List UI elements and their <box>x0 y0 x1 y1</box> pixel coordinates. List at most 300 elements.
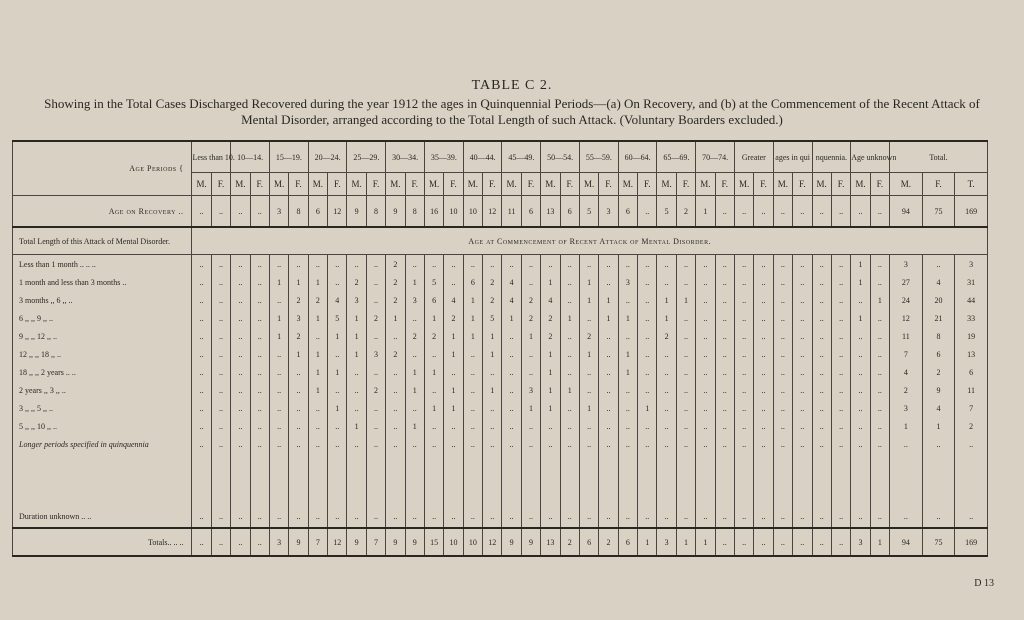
table-cell: .. <box>676 255 695 274</box>
table-cell: .. <box>599 363 618 381</box>
age-on-recovery-row <box>13 196 988 228</box>
table-cell: 1 <box>696 196 715 228</box>
table-cell: 2 <box>366 309 385 327</box>
sex-header: M. <box>386 173 405 196</box>
table-cell: 3 <box>657 528 676 556</box>
table-cell: .. <box>851 399 870 417</box>
table-cell: .. <box>560 327 579 345</box>
spacer-cell <box>638 453 657 505</box>
table-cell: .. <box>715 196 734 228</box>
table-cell: .. <box>424 255 443 274</box>
table-cell: .. <box>831 309 850 327</box>
table-cell: .. <box>870 399 889 417</box>
table-cell: .. <box>444 255 463 274</box>
table-cell: .. <box>870 196 889 228</box>
table-cell: .. <box>347 435 366 453</box>
table-cell: .. <box>366 327 385 345</box>
table-cell: 1 <box>347 309 366 327</box>
table-row <box>13 345 988 363</box>
table-cell: .. <box>250 505 269 528</box>
table-cell: .. <box>386 399 405 417</box>
table-cell: .. <box>793 273 812 291</box>
table-cell: .. <box>366 255 385 274</box>
table-cell: .. <box>347 255 366 274</box>
table-cell: 3 <box>269 196 288 228</box>
table-cell: 6 <box>955 363 988 381</box>
table-cell: 1 <box>676 291 695 309</box>
total-header: Total. <box>890 141 988 173</box>
table-cell: 1 <box>560 381 579 399</box>
table-cell: 2 <box>955 417 988 435</box>
table-cell: .. <box>444 505 463 528</box>
table-cell: 5 <box>657 196 676 228</box>
sex-header: M. <box>541 173 560 196</box>
table-cell: .. <box>955 505 988 528</box>
table-cell: .. <box>579 381 598 399</box>
table-cell: .. <box>328 273 347 291</box>
table-cell: .. <box>502 381 521 399</box>
table-cell: .. <box>483 399 502 417</box>
table-cell: 94 <box>890 528 923 556</box>
table-cell: 1 <box>560 309 579 327</box>
table-cell: 94 <box>890 196 923 228</box>
table-cell: .. <box>521 417 540 435</box>
spacer-cell <box>560 453 579 505</box>
table-cell: .. <box>638 435 657 453</box>
table-row <box>13 291 988 309</box>
row-label: 12 ,, ,, 18 ,, .. <box>13 345 192 363</box>
table-cell: 1 <box>676 528 695 556</box>
table-cell: .. <box>308 255 327 274</box>
table-cell: 1 <box>541 345 560 363</box>
sex-header: M. <box>192 173 211 196</box>
table-cell: .. <box>560 417 579 435</box>
table-cell: .. <box>250 363 269 381</box>
table-cell: .. <box>696 381 715 399</box>
table-cell: 1 <box>308 345 327 363</box>
table-cell: .. <box>618 327 637 345</box>
table-cell: .. <box>657 435 676 453</box>
table-cell: 5 <box>579 196 598 228</box>
table-cell: .. <box>676 345 695 363</box>
table-cell: 9 <box>922 381 955 399</box>
sex-header: M. <box>463 173 482 196</box>
table-cell: .. <box>851 327 870 345</box>
table-cell: .. <box>192 327 211 345</box>
table-cell: .. <box>657 381 676 399</box>
sex-header: F. <box>870 173 889 196</box>
table-cell: .. <box>192 309 211 327</box>
table-cell: 3 <box>405 291 424 309</box>
table-cell: .. <box>192 273 211 291</box>
table-cell: .. <box>289 435 308 453</box>
table-cell: 2 <box>922 363 955 381</box>
table-cell: .. <box>618 291 637 309</box>
table-cell: 1 <box>579 345 598 363</box>
table-cell: 1 <box>269 273 288 291</box>
table-title: TABLE C 2. <box>471 78 553 93</box>
table-cell: 1 <box>579 273 598 291</box>
table-cell: .. <box>638 505 657 528</box>
table-cell: 9 <box>347 528 366 556</box>
table-cell: 1 <box>851 273 870 291</box>
table-cell: 1 <box>502 309 521 327</box>
period-header: 40—44. <box>463 141 502 173</box>
table-cell: .. <box>676 417 695 435</box>
table-cell: 1 <box>347 327 366 345</box>
table-cell: 1 <box>308 381 327 399</box>
table-cell: .. <box>250 528 269 556</box>
table-cell: .. <box>231 309 250 327</box>
table-cell: .. <box>269 363 288 381</box>
table-cell: .. <box>250 399 269 417</box>
table-cell: .. <box>618 381 637 399</box>
table-cell: .. <box>638 345 657 363</box>
table-cell: .. <box>657 417 676 435</box>
table-cell: .. <box>734 255 753 274</box>
table-cell: .. <box>541 417 560 435</box>
table-cell: .. <box>250 255 269 274</box>
table-cell: 12 <box>483 528 502 556</box>
spacer-cell <box>424 453 443 505</box>
period-header: 60—64. <box>618 141 657 173</box>
table-cell: 6 <box>579 528 598 556</box>
table-cell: .. <box>793 417 812 435</box>
table-cell: .. <box>773 273 792 291</box>
table-cell: 1 <box>424 309 443 327</box>
sex-header: F. <box>599 173 618 196</box>
table-cell: .. <box>211 291 230 309</box>
table-cell: .. <box>734 273 753 291</box>
table-row <box>13 327 988 345</box>
table-cell: 1 <box>638 399 657 417</box>
table-cell: .. <box>347 363 366 381</box>
table-cell: .. <box>502 505 521 528</box>
sex-header: M. <box>773 173 792 196</box>
table-cell: .. <box>922 255 955 274</box>
table-cell: .. <box>851 381 870 399</box>
table-cell: .. <box>463 363 482 381</box>
spacer-cell <box>463 453 482 505</box>
table-cell: .. <box>715 363 734 381</box>
table-cell: .. <box>812 309 831 327</box>
table-cell: 4 <box>922 399 955 417</box>
table-cell: .. <box>502 345 521 363</box>
table-cell: 1 <box>463 309 482 327</box>
ages-in-qui-header: ages in qui <box>773 141 812 173</box>
table-cell: 15 <box>424 528 443 556</box>
table-cell: .. <box>754 345 773 363</box>
table-cell: .. <box>754 399 773 417</box>
total-sub-header: T. <box>955 173 988 196</box>
table-cell: 4 <box>444 291 463 309</box>
table-cell: .. <box>405 435 424 453</box>
table-cell: 13 <box>955 345 988 363</box>
table-cell: 1 <box>289 345 308 363</box>
table-cell: .. <box>734 381 753 399</box>
table-cell: .. <box>638 273 657 291</box>
table-cell: .. <box>521 363 540 381</box>
table-cell: .. <box>560 363 579 381</box>
table-cell: 4 <box>502 291 521 309</box>
table-cell: .. <box>734 528 753 556</box>
table-cell: 1 <box>657 291 676 309</box>
table-cell: .. <box>599 273 618 291</box>
table-cell: 2 <box>890 381 923 399</box>
table-row <box>13 381 988 399</box>
table-cell: .. <box>502 417 521 435</box>
sex-header: M. <box>347 173 366 196</box>
table-cell: 3 <box>599 196 618 228</box>
table-cell: .. <box>754 273 773 291</box>
table-cell: 9 <box>386 528 405 556</box>
row-label: 2 years ,, 3 ,, .. <box>13 381 192 399</box>
table-cell: .. <box>851 435 870 453</box>
table-row <box>13 363 988 381</box>
header-periods-row <box>13 141 988 173</box>
period-header: Less than 10. <box>192 141 231 173</box>
table-cell: .. <box>347 381 366 399</box>
table-cell: 1 <box>541 381 560 399</box>
sex-header: M. <box>502 173 521 196</box>
table-cell: .. <box>192 363 211 381</box>
table-cell: .. <box>657 345 676 363</box>
table-cell: .. <box>831 381 850 399</box>
table-cell: .. <box>211 399 230 417</box>
table-cell: 7 <box>308 528 327 556</box>
table-row <box>13 435 988 453</box>
table-cell: .. <box>773 417 792 435</box>
table-cell: .. <box>289 363 308 381</box>
table-cell: 8 <box>289 196 308 228</box>
period-header: 10—14. <box>231 141 270 173</box>
spacer-cell <box>851 453 870 505</box>
total-sub-header: M. <box>890 173 923 196</box>
table-cell: .. <box>579 435 598 453</box>
table-cell: .. <box>618 417 637 435</box>
period-header: 50—54. <box>541 141 580 173</box>
table-cell: .. <box>211 309 230 327</box>
table-cell: .. <box>308 505 327 528</box>
spacer-cell <box>231 453 250 505</box>
row-label: 3 months ,, 6 ,, .. <box>13 291 192 309</box>
spacer-cell <box>599 453 618 505</box>
table-cell: .. <box>734 435 753 453</box>
table-cell: 4 <box>502 273 521 291</box>
table-cell: .. <box>289 381 308 399</box>
table-cell: 2 <box>541 309 560 327</box>
table-cell: .. <box>250 291 269 309</box>
table-cell: 1 <box>851 255 870 274</box>
table-cell: .. <box>793 309 812 327</box>
table-cell: 6 <box>618 528 637 556</box>
table-cell: .. <box>715 399 734 417</box>
table-cell: .. <box>463 435 482 453</box>
table-cell: 1 <box>308 273 327 291</box>
table-cell: 1 <box>541 363 560 381</box>
row-label: Longer periods specified in quinquennia <box>13 435 192 453</box>
table-cell: .. <box>870 255 889 274</box>
table-cell: 9 <box>347 196 366 228</box>
row-label: 6 ,, ,, 9 ,, .. <box>13 309 192 327</box>
table-cell: 12 <box>328 528 347 556</box>
table-cell: 1 <box>463 327 482 345</box>
table-cell: 1 <box>405 363 424 381</box>
table-cell: 13 <box>541 196 560 228</box>
table-row <box>13 309 988 327</box>
table-cell: .. <box>308 327 327 345</box>
table-cell: .. <box>599 435 618 453</box>
table-cell: .. <box>463 417 482 435</box>
table-cell: .. <box>483 255 502 274</box>
totals-label: Totals.. .. .. <box>13 528 192 556</box>
table-cell: .. <box>269 291 288 309</box>
spacer-cell <box>793 453 812 505</box>
table-cell: 10 <box>444 196 463 228</box>
table-cell: .. <box>424 345 443 363</box>
sex-header: F. <box>211 173 230 196</box>
table-cell: .. <box>773 505 792 528</box>
table-cell: .. <box>773 309 792 327</box>
table-cell: .. <box>831 255 850 274</box>
table-cell: 1 <box>444 399 463 417</box>
table-cell: .. <box>773 399 792 417</box>
sex-header: F. <box>560 173 579 196</box>
table-cell: 3 <box>269 528 288 556</box>
table-cell: .. <box>211 273 230 291</box>
table-cell: .. <box>696 255 715 274</box>
table-cell: .. <box>599 327 618 345</box>
table-cell: .. <box>922 505 955 528</box>
table-cell: 1 <box>696 528 715 556</box>
table-cell: 3 <box>347 291 366 309</box>
spacer-cell <box>328 453 347 505</box>
table-cell: .. <box>812 255 831 274</box>
table-cell: .. <box>483 435 502 453</box>
table-cell: .. <box>366 291 385 309</box>
table-cell: 1 <box>483 327 502 345</box>
table-cell: .. <box>676 505 695 528</box>
table-cell: .. <box>638 309 657 327</box>
table-cell: .. <box>870 417 889 435</box>
table-cell: .. <box>715 291 734 309</box>
table-cell: 2 <box>347 273 366 291</box>
table-cell: .. <box>793 435 812 453</box>
spacer-row <box>13 453 988 505</box>
table-cell: .. <box>289 255 308 274</box>
table-cell: .. <box>250 435 269 453</box>
table-cell: 1 <box>386 309 405 327</box>
table-cell: .. <box>211 381 230 399</box>
table-cell: .. <box>870 381 889 399</box>
table-cell: .. <box>231 363 250 381</box>
sex-header: M. <box>657 173 676 196</box>
table-cell: 3 <box>890 255 923 274</box>
table-cell: .. <box>502 327 521 345</box>
table-cell: 2 <box>521 309 540 327</box>
sex-header: F. <box>405 173 424 196</box>
table-cell: .. <box>715 345 734 363</box>
table-cell: .. <box>831 363 850 381</box>
table-cell: .. <box>211 345 230 363</box>
table-cell: .. <box>599 417 618 435</box>
table-cell: .. <box>211 528 230 556</box>
table-cell: .. <box>754 505 773 528</box>
table-cell: .. <box>851 291 870 309</box>
table-cell: .. <box>696 399 715 417</box>
table-cell: .. <box>715 273 734 291</box>
table-cell: .. <box>424 505 443 528</box>
sex-header: M. <box>851 173 870 196</box>
spacer-cell <box>444 453 463 505</box>
table-cell: .. <box>192 528 211 556</box>
table-cell: 9 <box>289 528 308 556</box>
table-cell: .. <box>560 255 579 274</box>
table-cell: 169 <box>955 196 988 228</box>
table-cell: .. <box>521 255 540 274</box>
table-cell: .. <box>851 363 870 381</box>
sex-header: F. <box>793 173 812 196</box>
row-label: 3 ,, ,, 5 ,, .. <box>13 399 192 417</box>
table-cell: .. <box>831 528 850 556</box>
table-cell: 3 <box>890 399 923 417</box>
table-cell: .. <box>754 327 773 345</box>
table-cell: 6 <box>424 291 443 309</box>
spacer-cell <box>696 453 715 505</box>
table-cell: 2 <box>599 528 618 556</box>
spacer-cell <box>521 453 540 505</box>
table-cell: .. <box>734 363 753 381</box>
table-cell: .. <box>773 435 792 453</box>
table-cell: .. <box>231 435 250 453</box>
table-cell: 11 <box>890 327 923 345</box>
table-cell: 10 <box>463 196 482 228</box>
table-cell: .. <box>696 291 715 309</box>
table-cell: 2 <box>424 327 443 345</box>
table-cell: 1 <box>444 327 463 345</box>
table-cell: .. <box>793 291 812 309</box>
table-cell: 3 <box>521 381 540 399</box>
sex-header: M. <box>308 173 327 196</box>
table-cell: .. <box>773 381 792 399</box>
sex-header: F. <box>676 173 695 196</box>
table-cell: .. <box>754 417 773 435</box>
table-cell: .. <box>851 505 870 528</box>
table-cell: .. <box>599 399 618 417</box>
table-cell: 1 <box>618 345 637 363</box>
table-cell: .. <box>211 435 230 453</box>
table-cell: 9 <box>405 528 424 556</box>
table-cell: 27 <box>890 273 923 291</box>
table-cell: .. <box>366 417 385 435</box>
table-cell: 9 <box>521 528 540 556</box>
table-cell: .. <box>269 399 288 417</box>
table-cell: 1 <box>870 291 889 309</box>
spacer-cell <box>890 453 923 505</box>
table-cell: .. <box>638 327 657 345</box>
table-cell: .. <box>676 363 695 381</box>
table-cell: 1 <box>444 381 463 399</box>
table-cell: .. <box>676 399 695 417</box>
table-cell: 1 <box>483 381 502 399</box>
table-cell: 9 <box>502 528 521 556</box>
table-cell: .. <box>289 505 308 528</box>
table-cell: .. <box>386 435 405 453</box>
spacer-cell <box>754 453 773 505</box>
table-cell: .. <box>599 381 618 399</box>
table-cell: .. <box>269 505 288 528</box>
table-cell: 8 <box>366 196 385 228</box>
